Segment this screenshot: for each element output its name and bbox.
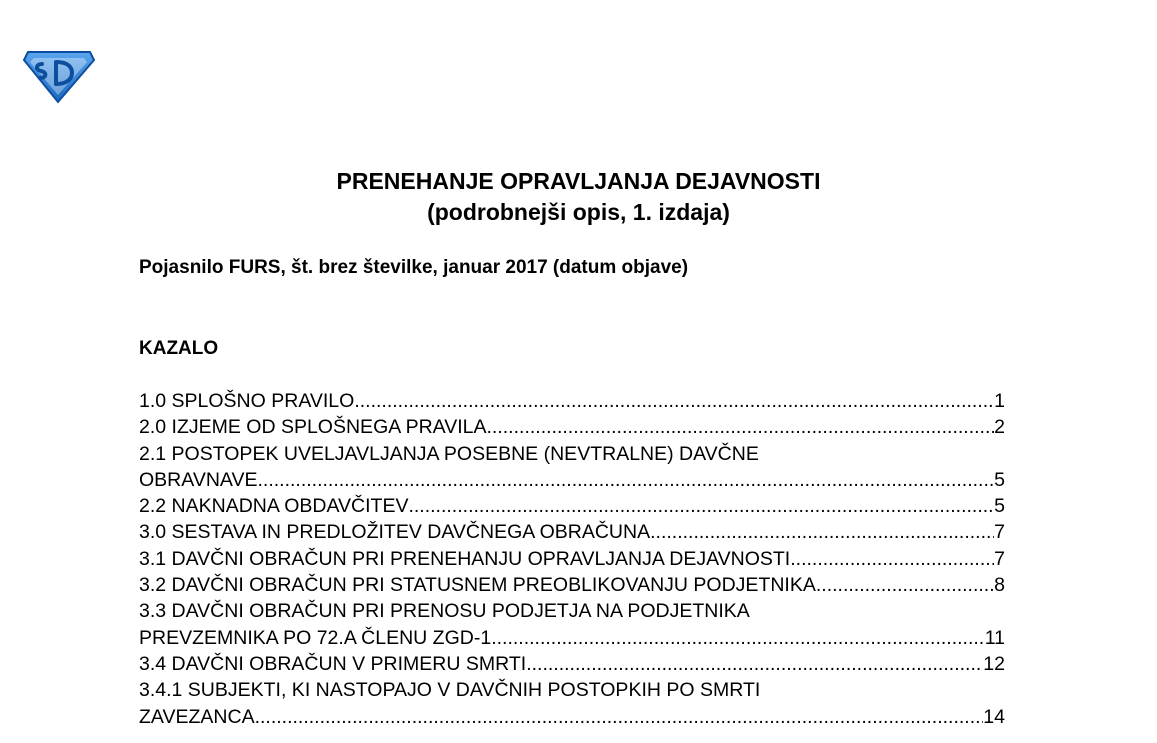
toc-page-number: 1 — [994, 390, 1005, 412]
toc-page-number: 8 — [994, 574, 1005, 597]
toc-leader-dots — [408, 493, 994, 519]
toc-leader-dots — [255, 704, 984, 730]
document-title: PRENEHANJE OPRAVLJANJA DEJAVNOSTI — [336, 168, 821, 194]
toc-entry-1-0[interactable] — [139, 388, 1005, 414]
toc-entry-text: 3.4 DAVČNI OBRAČUN V PRIMERU SMRTI — [139, 652, 527, 675]
toc-leader-dots — [650, 519, 994, 545]
toc-entry-2-0[interactable] — [139, 414, 1005, 440]
toc-entry-text: 3.0 SESTAVA IN PREDLOŽITEV DAVČNEGA OBRAČUNA — [139, 521, 651, 544]
toc-heading: KAZALO — [139, 338, 219, 359]
toc-page-number: 11 — [984, 626, 1005, 649]
toc-page-number: 14 — [983, 705, 1005, 728]
toc-entry-text: OBRAVNAVE — [139, 468, 258, 491]
shield-logo-icon — [22, 48, 96, 104]
toc-entry-text: 2.0 IZJEME OD SPLOŠNEGA PRAVILA — [139, 416, 487, 439]
toc-entry-first-line: 3.3 DAVČNI OBRAČUN PRI PRENOSU PODJETJA NA PODJETNIKA — [139, 600, 750, 623]
toc-page-number: 5 — [994, 468, 1005, 491]
toc-entry-3-3[interactable] — [139, 598, 1005, 651]
toc-page-number: 7 — [994, 547, 1005, 570]
toc-entry-3-0[interactable] — [139, 519, 1005, 545]
toc-entry-2-2[interactable] — [139, 493, 1005, 519]
toc-page-number: 5 — [994, 495, 1005, 518]
document-reference: Pojasnilo FURS, št. brez številke, januar 2017 (datum objave) — [139, 257, 689, 278]
toc-entry-first-line: 2.1 POSTOPEK UVELJAVLJANJA POSEBNE (NEVTRALNE) DAVČNE — [139, 442, 759, 465]
toc-entry-3-1[interactable] — [139, 546, 1005, 572]
toc-page-number: 7 — [994, 521, 1005, 544]
toc-leader-dots — [526, 651, 983, 677]
toc-entry-text: PREVZEMNIKA PO 72.A ČLENU ZGD-1 — [139, 626, 492, 649]
toc-entry-3-2[interactable] — [139, 572, 1005, 598]
table-of-contents — [139, 388, 1005, 730]
document-title-block — [0, 166, 1157, 228]
toc-leader-dots — [491, 625, 985, 651]
toc-leader-dots — [487, 414, 995, 440]
toc-entry-first-line: 3.4.1 SUBJEKTI, KI NASTOPAJO V DAVČNIH POSTOPKIH PO SMRTI — [139, 679, 761, 702]
toc-entry-2-1[interactable] — [139, 441, 1005, 494]
toc-leader-dots — [790, 546, 994, 572]
toc-entry-text: ZAVEZANCA — [139, 705, 255, 728]
toc-entry-3-4-1[interactable] — [139, 677, 1005, 730]
document-edition: (podrobnejši opis, 1. izdaja) — [427, 199, 730, 225]
toc-entry-text: 3.2 DAVČNI OBRAČUN PRI STATUSNEM PREOBLIKOVANJU PODJETNIKA — [139, 574, 816, 597]
toc-leader-dots — [257, 467, 994, 493]
toc-entry-text: 1.0 SPLOŠNO PRAVILO — [139, 390, 355, 412]
toc-entry-text: 3.1 DAVČNI OBRAČUN PRI PRENEHANJU OPRAVLJANJA DEJAVNOSTI — [139, 547, 791, 570]
toc-entry-text: 2.2 NAKNADNA OBDAVČITEV — [139, 495, 409, 518]
toc-entry-3-4[interactable] — [139, 651, 1005, 677]
toc-page-number: 2 — [994, 416, 1005, 439]
toc-leader-dots — [816, 572, 994, 598]
toc-leader-dots — [354, 388, 994, 414]
toc-page-number: 12 — [983, 652, 1005, 675]
